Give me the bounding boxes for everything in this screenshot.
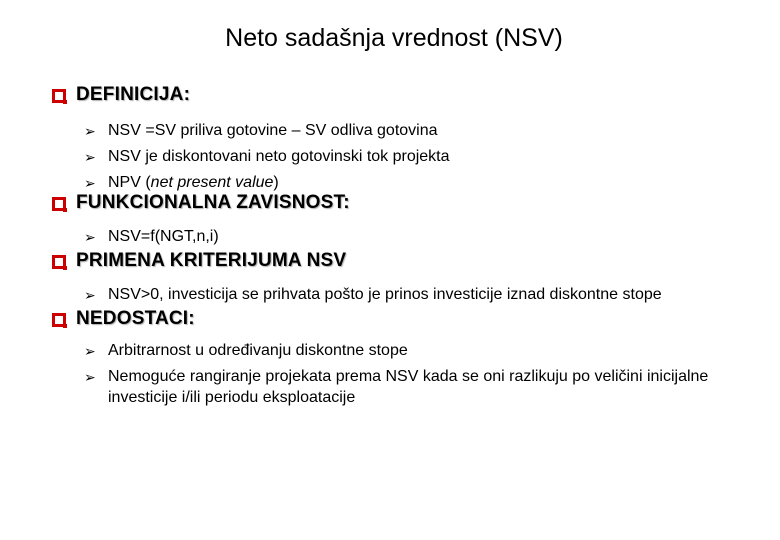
arrow-bullet-icon: ➢	[84, 123, 96, 139]
list-item: ➢ NSV=f(NGT,n,i)	[84, 224, 350, 250]
arrow-bullet-icon: ➢	[84, 229, 96, 245]
checkbox-q-icon	[52, 89, 66, 103]
section-heading: PRIMENA KRITERIJUMA NSV	[76, 250, 347, 271]
arrow-bullet-icon: ➢	[84, 369, 96, 385]
checkbox-q-icon	[52, 197, 66, 211]
section-heading: FUNKCIONALNA ZAVISNOST:	[76, 192, 350, 213]
list-item: ➢ Nemoguće rangiranje projekata prema NSV kada se oni razlikuju po veličini inicijalne investicije i/ili periodu eksploatacije	[84, 364, 718, 408]
arrow-bullet-icon: ➢	[84, 287, 96, 303]
checkbox-q-icon	[52, 255, 66, 269]
list-item: ➢ NPV (net present value)	[84, 170, 450, 196]
list-item: ➢ Arbitrarnost u određivanju diskontne stope	[84, 338, 718, 364]
list-item: ➢ NSV =SV priliva gotovine – SV odliva gotovina	[84, 118, 450, 144]
section-heading: DEFINICIJA:	[76, 84, 191, 105]
arrow-bullet-icon: ➢	[84, 175, 96, 191]
section-heading: NEDOSTACI:	[76, 308, 195, 329]
section-nedostaci	[52, 306, 718, 408]
page-title: Neto sadašnja vrednost (NSV)	[225, 24, 563, 52]
arrow-bullet-icon: ➢	[84, 343, 96, 359]
section-primena-kriterijuma	[52, 248, 662, 308]
section-definicija	[52, 82, 450, 196]
section-funkcionalna-zavisnost	[52, 190, 350, 250]
list-item: ➢ NSV je diskontovani neto gotovinski tok projekta	[84, 144, 450, 170]
checkbox-q-icon	[52, 313, 66, 327]
list-item: ➢ NSV>0, investicija se prihvata pošto je prinos investicije iznad diskontne stope	[84, 282, 662, 308]
arrow-bullet-icon: ➢	[84, 149, 96, 165]
